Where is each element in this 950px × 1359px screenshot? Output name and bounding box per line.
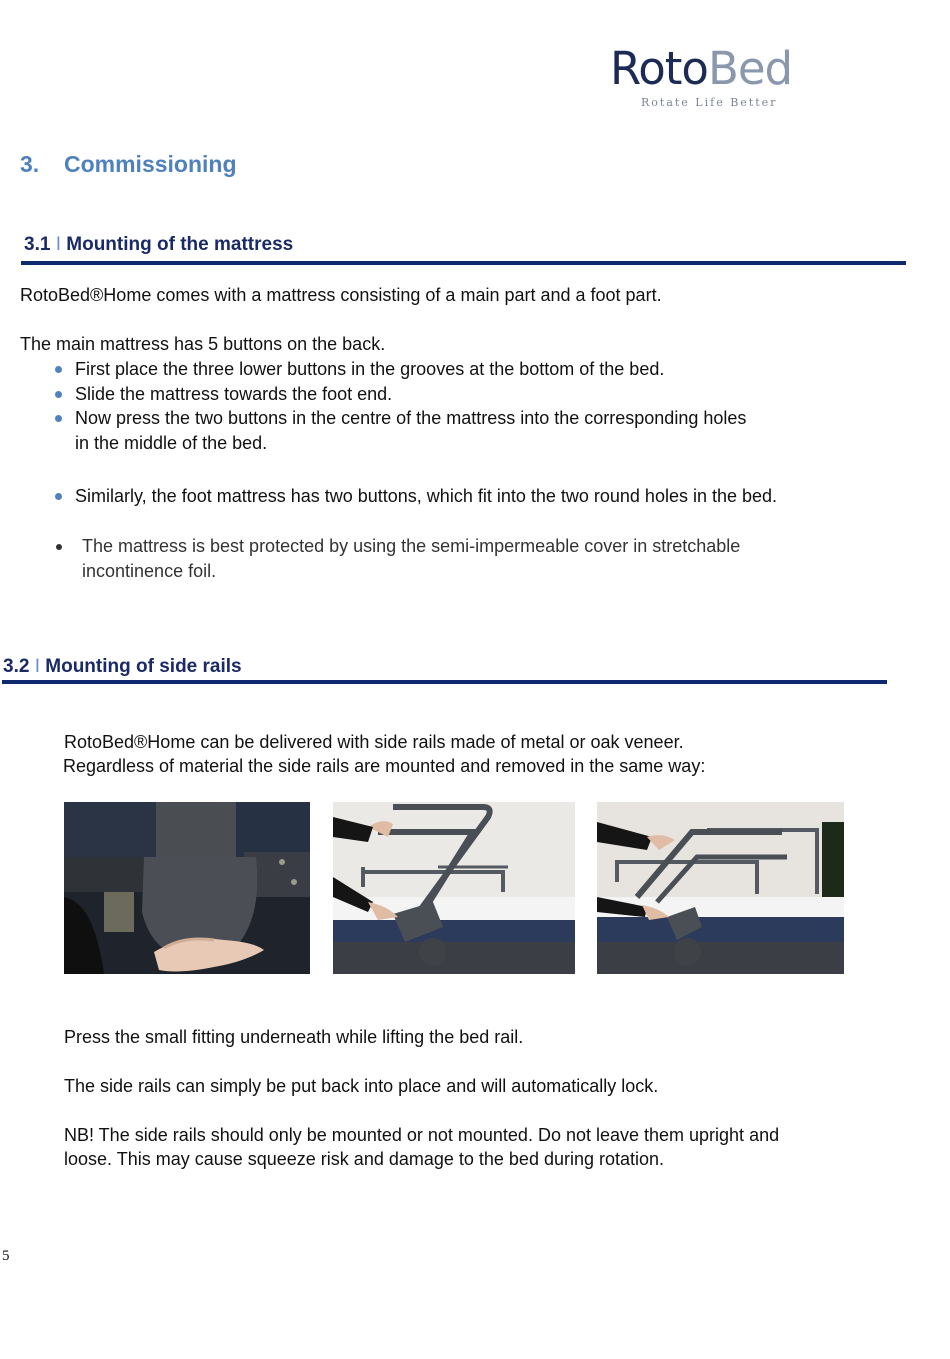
mattress-lead: The main mattress has 5 buttons on the back. bbox=[20, 334, 386, 354]
list-item-line: The mattress is best protected by using the semi-impermeable cover in stretchable bbox=[82, 536, 741, 556]
auto-lock-note: The side rails can simply be put back into place and will automatically lock. bbox=[64, 1076, 659, 1096]
section-3-number: 3. bbox=[20, 151, 40, 177]
mattress-steps-list bbox=[52, 357, 746, 455]
photo-fitting-closeup bbox=[64, 802, 310, 974]
photo-rail-lifted bbox=[597, 802, 844, 974]
rotobed-logo bbox=[610, 44, 810, 114]
nb-warning-line-1: NB! The side rails should only be mounted or not mounted. Do not leave them upright and bbox=[64, 1125, 780, 1145]
logo-tagline: Rotate Life Better bbox=[641, 96, 778, 109]
page-number: 5 bbox=[2, 1248, 10, 1264]
section-3-heading bbox=[20, 151, 237, 178]
photo-lifting-rail-graphic bbox=[333, 802, 575, 974]
side-rails-intro-line-1: RotoBed®Home can be delivered with side rails made of metal or oak veneer. bbox=[64, 732, 684, 752]
section-3-2-heading bbox=[3, 656, 242, 678]
section-3-1-rule bbox=[21, 261, 906, 265]
list-item-line: in the middle of the bed. bbox=[75, 432, 268, 453]
section-3-2-separator: I bbox=[34, 656, 40, 677]
section-3-1-heading bbox=[24, 234, 293, 256]
list-item-line: incontinence foil. bbox=[82, 560, 217, 581]
cover-list bbox=[52, 534, 740, 583]
logo-bed: Bed bbox=[707, 42, 793, 95]
mattress-intro: RotoBed®Home comes with a mattress consisting of a main part and a foot part. bbox=[20, 285, 662, 305]
list-item: Slide the mattress towards the foot end. bbox=[52, 382, 746, 407]
list-item: Similarly, the foot mattress has two buttons, which fit into the two round holes in the bed. bbox=[52, 484, 777, 509]
list-item bbox=[52, 406, 746, 455]
side-rails-intro-line-2: Regardless of material the side rails are mounted and removed in the same way: bbox=[63, 756, 706, 776]
section-3-2-number: 3.2 bbox=[3, 656, 30, 677]
section-3-2-title: Mounting of side rails bbox=[45, 656, 242, 677]
list-item: First place the three lower buttons in the grooves at the bottom of the bed. bbox=[52, 357, 746, 382]
photo-lifting-rail bbox=[333, 802, 575, 974]
list-item bbox=[52, 534, 740, 583]
photo-rail-lifted-graphic bbox=[597, 802, 844, 974]
logo-wordmark bbox=[610, 44, 792, 94]
section-3-1-number: 3.1 bbox=[24, 234, 51, 255]
photo-fitting-closeup-graphic bbox=[64, 802, 310, 974]
list-item-line: Now press the two buttons in the centre of the mattress into the corresponding holes bbox=[75, 408, 747, 428]
section-3-1-title: Mounting of the mattress bbox=[66, 234, 294, 255]
section-3-1-separator: I bbox=[55, 234, 61, 255]
logo-roto: Roto bbox=[610, 42, 708, 95]
section-3-title: Commissioning bbox=[64, 151, 237, 177]
foot-mattress-list bbox=[52, 484, 777, 509]
lift-instruction: Press the small fitting underneath while lifting the bed rail. bbox=[64, 1027, 524, 1047]
nb-warning-line-2: loose. This may cause squeeze risk and damage to the bed during rotation. bbox=[64, 1149, 665, 1169]
section-3-2-rule bbox=[2, 680, 887, 684]
